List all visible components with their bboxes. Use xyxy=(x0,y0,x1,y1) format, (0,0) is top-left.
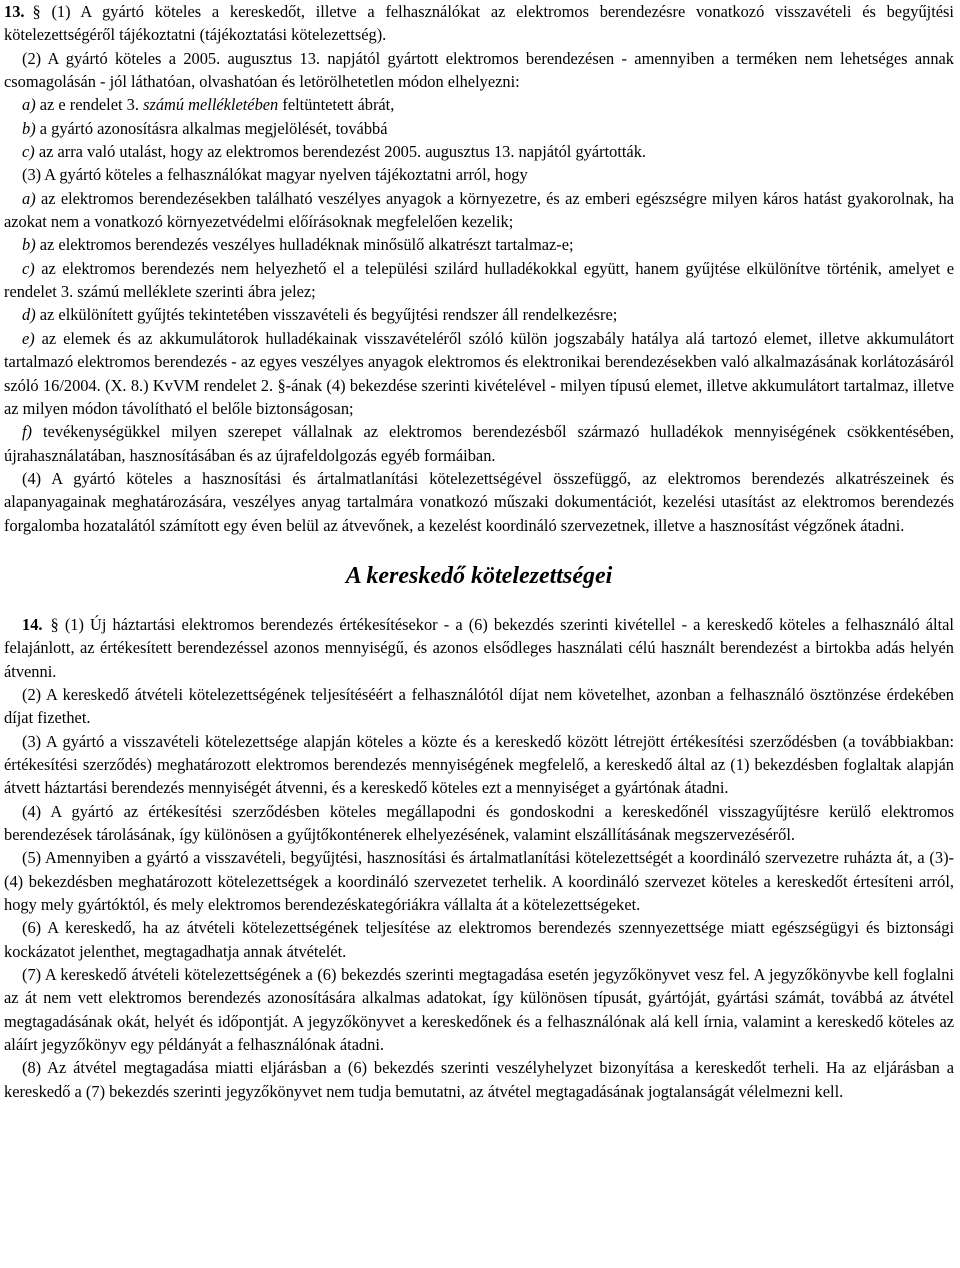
list-item-c: c) az arra való utalást, hogy az elektromos berendezést 2005. augusztus 13. napjától gyártották. xyxy=(22,142,647,162)
section-number: 14. xyxy=(22,614,43,634)
document-page xyxy=(4,0,954,1103)
section-14-paragraph-3: (3) A gyártó a visszavételi kötelezettsége alapján köteles a közte és a kereskedő között létrejött értékesítési szerződésben (a továbbiakban: értékesítési szerződés) meghatározott elektromos berendezés mennyiségének megfelelő, a kereskedő által az (1) bekezdésben foglaltak alapján átvett háztartási berendezés mennyiségét átvenni, és a kereskedő köteles ezt a mennyiséget a gyártónak átadni. xyxy=(4,731,954,798)
section-14-paragraph-7: (7) A kereskedő átvételi kötelezettségének a (6) bekezdés szerinti megtagadása esetén jegyzőkönyvet vesz fel. A jegyzőkönyvbe kell foglalni az át nem vett elektromos berendezés azonosítására alkalmas adatokat, így különösen típusát, gyártóját, gyártási számát, továbbá az átvétel megtagadásának okát, helyét és időpontját. A jegyzőkönyvet a kereskedőnek és a felhasználónak alá kell írnia, valamint a kereskedő köteles az aláírt jegyzőkönyv egy példányát a felhasználónak átadni. xyxy=(4,965,954,1055)
list-item-3e: e) az elemek és az akkumulátorok hulladékainak visszavételéről szóló külön jogszabály hatálya alá tartozó elemet, illetve akkumulátort tartalmazó elektromos berendezés - az egyes veszélyes anyagok elektromos és elektronikai berendezésekben való alkalmazásának korlátozásáról szóló 16/2004. (X. 8.) KvVM rendelet 2. §-ának (4) bekezdése szerinti kivételével - milyen típusú elemet, illetve akkumulátort tartalmaz, illetve az milyen módon távolítható el belőle biztonságosan; xyxy=(4,328,954,418)
section-14-paragraph-5: (5) Amennyiben a gyártó a visszavételi, begyűjtési, hasznosítási és ártalmatlanítási kötelezettségét a koordináló szervezetre ruházta át, a (3)-(4) bekezdésben meghatározott kötelezettségek a koordináló szervezetet terhelik. A koordináló szervezet köteles a kereskedőt értesíteni arról, hogy mely gyártóktól, és mely elektromos berendezéskategóriákra vállalta át a kötelezettségeket. xyxy=(4,848,954,915)
section-13-paragraph-2: (2) A gyártó köteles a 2005. augusztus 13. napjától gyártott elektromos berendezésen - amennyiben a terméken nem lehetséges annak csomagolásán - jól láthatóan, olvashatóan és letörölhetetlen módon elhelyezni: xyxy=(4,48,954,92)
section-14-paragraph-4: (4) A gyártó az értékesítési szerződésben köteles megállapodni és gondoskodni a kereskedőnél visszagyűjtésre kerülő elektromos berendezések tárolásának, így különösen a gyűjtőkonténerek elhelyezésének, valamint elszállításának megszervezéséről. xyxy=(4,801,954,844)
list-item-3f: f) tevékenységükkel milyen szerepet vállalnak az elektromos berendezésből származó hulladékok mennyiségének csökkentésében, újrahasználatában, hasznosításában és az újrafeldolgozás egyéb formáiban. xyxy=(4,422,954,465)
list-item-3a: a) az elektromos berendezésekben található veszélyes anyagok a környezetre, és az emberi egészségre milyen káros hatást gyakorolnak, ha azokat nem a vonatkozó környezetvédelmi előírásoknak megfelelően kezelik; xyxy=(4,188,954,232)
section-14-paragraph-6: (6) A kereskedő, ha az átvételi kötelezettségének teljesítése az elektromos berendezés szennyezettsége miatt egészségügyi és biztonsági kockázatot jelenthet, megtagadhatja annak átvételét. xyxy=(4,918,954,961)
section-14-paragraph-8: (8) Az átvétel megtagadása miatti eljárásban a (6) bekezdés szerinti veszélyhelyzet bizonyítása a kereskedőt terheli. Ha az eljárásban a kereskedő a (7) bekezdés szerinti jegyzőkönyvet nem tudja bemutatni, az átvétel megtagadásának jogtalanságát vélelmezni kell. xyxy=(4,1058,954,1101)
section-sign: § xyxy=(50,614,59,634)
section-heading: A kereskedő kötelezettségei xyxy=(345,562,613,589)
list-item-3d: d) az elkülönített gyűjtés tekintetében visszavételi és begyűjtési rendszer áll rendelkezésre; xyxy=(22,305,618,325)
section-13-paragraph-3: (3) A gyártó köteles a felhasználókat magyar nyelven tájékoztatni arról, hogy xyxy=(22,165,528,185)
list-item-3c: c) az elektromos berendezés nem helyezhető el a települési szilárd hulladékokkal együtt, hanem gyűjtése elkülönítve történik, amelyet e rendelet 3. számú melléklete szerinti ábra jelez; xyxy=(4,258,954,302)
section-number: 13. xyxy=(4,2,25,21)
section-13-paragraph-1: 13. § (1) A gyártó köteles a kereskedőt, illetve a felhasználókat az elektromos berendezésre vonatkozó visszavételi és begyűjtési kötelezettségéről tájékoztatni (tájékoztatási kötelezettség). xyxy=(4,2,954,45)
section-13-paragraph-4: (4) A gyártó köteles a hasznosítási és ártalmatlanítási kötelezettségével összefüggő, az elektromos berendezés alkatrészeinek és alapanyagainak meghatározására, veszélyes anyag tartalmára vonatkozó műszaki dokumentációt, kezelési utasítást az elektromos berendezés forgalomba hozatalától számított egy éven belül az átvevőnek, a kezelést koordináló szervezetnek, illetve a hasznosítást végzőnek átadni. xyxy=(4,468,954,535)
list-item-a: a) az e rendelet 3. számú mellékletében feltüntetett ábrát, xyxy=(22,95,395,115)
list-item-3b: b) az elektromos berendezés veszélyes hulladéknak minősülő alkatrészt tartalmaz-e; xyxy=(22,235,574,255)
section-14-paragraph-1: 14. § (1) Új háztartási elektromos berendezés értékesítésekor - a (6) bekezdés szerinti kivétellel - a kereskedő köteles a felhasználó által felajánlott, az értékesített berendezéssel azonos mennyiségű, és azonos elsődleges használati célú használt berendezést a birtokba adás helyén átvenni. xyxy=(4,614,954,681)
section-14-paragraph-2: (2) A kereskedő átvételi kötelezettségének teljesítéséért a felhasználótól díjat nem követelhet, azonban a felhasználó ösztönzése érdekében díjat fizethet. xyxy=(4,684,954,728)
section-sign: § xyxy=(32,2,41,21)
list-item-b: b) a gyártó azonosításra alkalmas megjelölését, továbbá xyxy=(22,118,388,138)
